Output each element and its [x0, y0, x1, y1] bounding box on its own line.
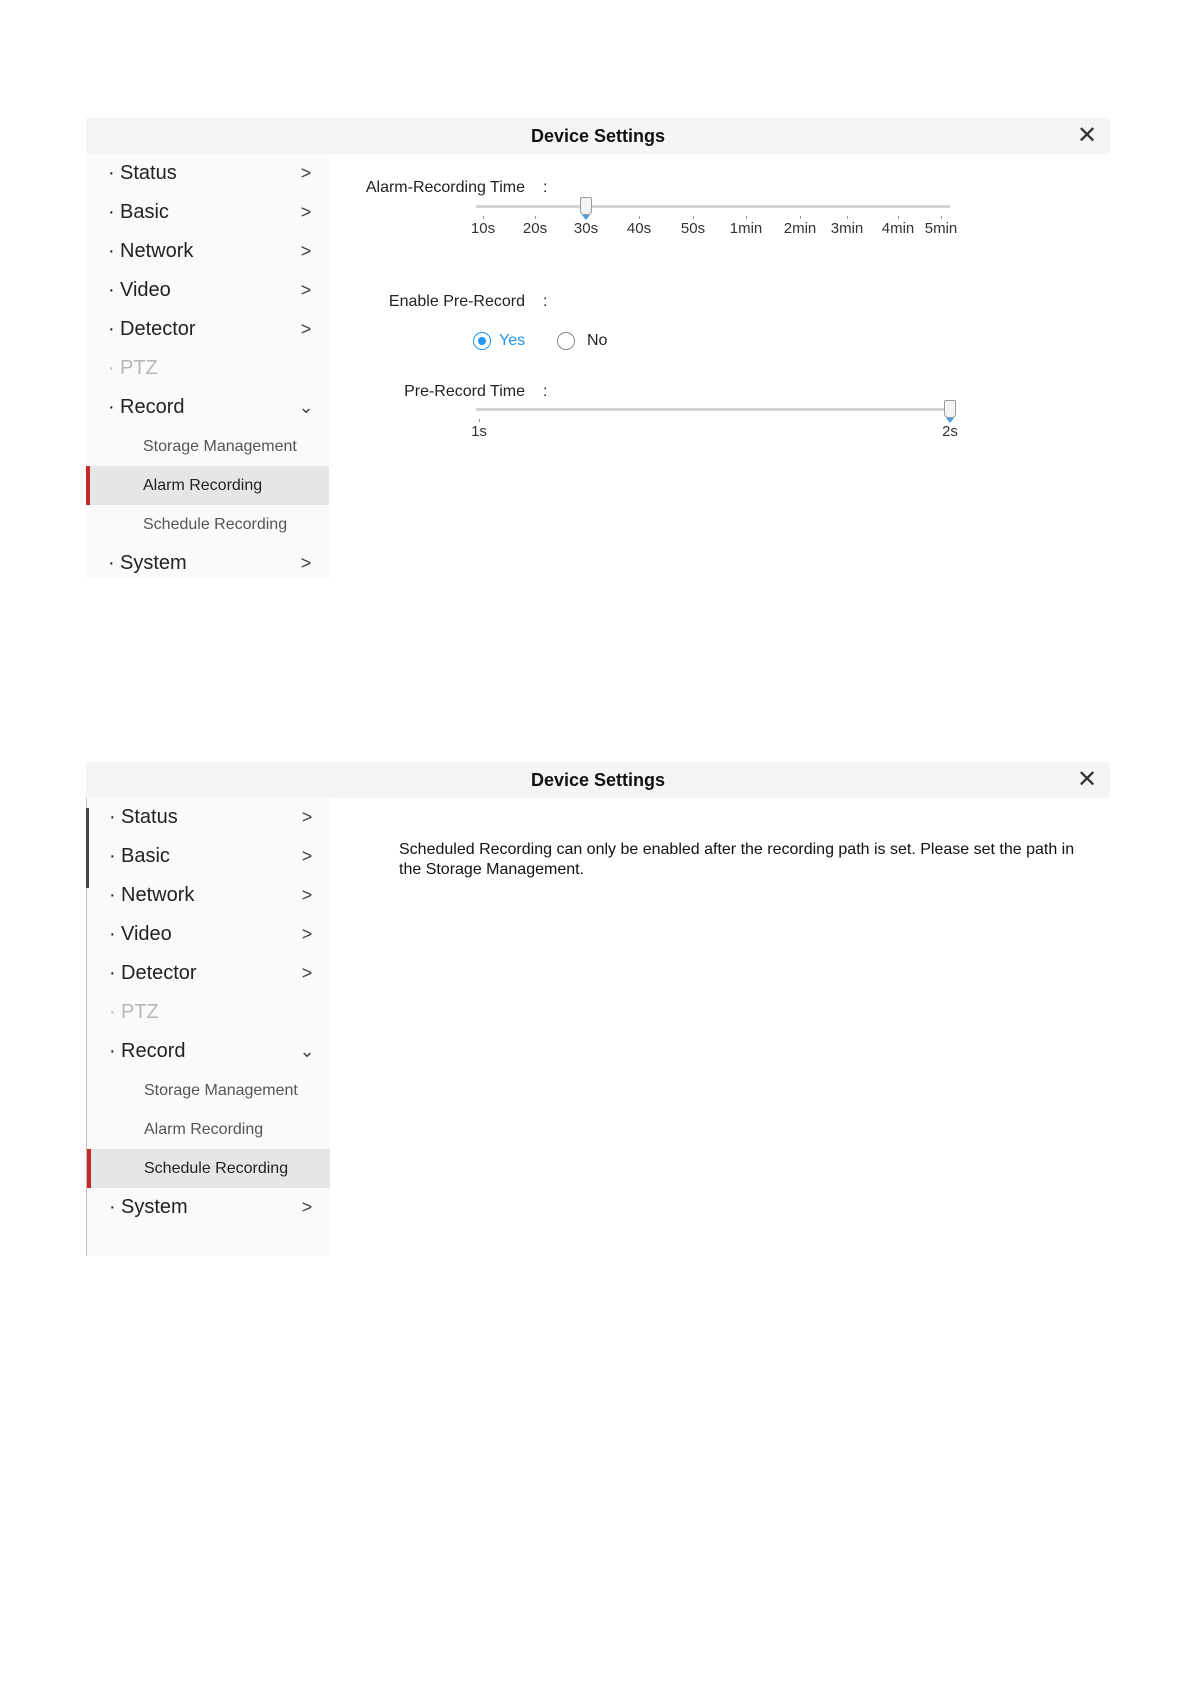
slider-track [476, 408, 950, 411]
alarm-recording-time-label: Alarm-Recording Time [365, 179, 525, 196]
pre-record-no-label[interactable]: No [587, 332, 608, 349]
chevron-right-icon: > [300, 241, 312, 261]
slider-tick-label: 1min [729, 220, 763, 237]
pre-record-time-slider[interactable] [329, 154, 1029, 454]
chevron-right-icon: > [300, 163, 312, 183]
sidebar-subitem-alarm-recording[interactable]: Alarm Recording [86, 466, 329, 505]
sidebar-subitem-storage-management[interactable]: Storage Management [144, 1082, 298, 1099]
sidebar-item-detector[interactable]: · Detector > [87, 954, 330, 993]
sidebar-item-video[interactable]: · Video > [87, 915, 330, 954]
close-icon[interactable]: ✕ [1076, 766, 1098, 793]
chevron-right-icon: > [300, 280, 312, 300]
sidebar-item-record[interactable]: · Record ⌄ [87, 1032, 330, 1071]
sidebar-subitem-storage-management[interactable]: Storage Management [143, 438, 297, 455]
sidebar-subitem-schedule-recording[interactable]: Schedule Recording [143, 516, 288, 533]
active-indicator [86, 466, 90, 505]
sidebar-item-status[interactable]: · Status > [86, 154, 329, 193]
chevron-right-icon: > [301, 846, 313, 866]
schedule-recording-notice: Scheduled Recording can only be enabled after the recording path is set. Please set the path in the Storage Management. [399, 841, 1075, 878]
pre-record-time-label: Pre-Record Time [404, 383, 525, 400]
chevron-right-icon: > [300, 553, 312, 573]
slider-tick-label: 2s [942, 423, 958, 440]
chevron-down-icon: ⌄ [298, 397, 314, 417]
sidebar-item-system[interactable]: · System > [87, 1188, 330, 1227]
sidebar-item-ptz: · PTZ [109, 1001, 159, 1023]
chevron-right-icon: > [301, 963, 313, 983]
slider-tick-label: 50s [680, 220, 706, 237]
chevron-right-icon: > [301, 807, 313, 827]
sidebar-subitem-schedule-recording[interactable]: Schedule Recording [87, 1149, 330, 1188]
sidebar-subitem-alarm-recording[interactable]: Alarm Recording [144, 1121, 264, 1138]
dialog-title-bar [86, 762, 1110, 798]
sidebar-item-status[interactable]: · Status > [87, 798, 330, 837]
chevron-down-icon: ⌄ [299, 1041, 315, 1061]
slider-tick-label: 1s [471, 423, 487, 440]
slider-tick-label: 2min [783, 220, 817, 237]
slider-tick-label: 20s [522, 220, 548, 237]
close-icon[interactable]: ✕ [1076, 122, 1098, 149]
slider-tick-label: 10s [470, 220, 496, 237]
settings-sidebar [86, 798, 330, 1256]
pre-record-yes-label[interactable]: Yes [499, 332, 526, 349]
device-settings-dialog-alarm: Device Settings ✕ · Status > · Basic > · Network > · Video > · Detector > · PTZ · Record ⌄ Storage Management Alarm Recording Schedule Recording · System > Alarm-Recording Time : 10s 20s 30s 40s 50s 1min 2min 3min 4min 5min Enable Pre-Record : Yes No Pre-Record Time : 1s 2s [86, 118, 1110, 578]
dialog-title: Device Settings [530, 126, 666, 146]
slider-handle[interactable] [944, 400, 956, 418]
chevron-right-icon: > [300, 319, 312, 339]
dialog-title-bar [86, 118, 1110, 154]
enable-pre-record-label: Enable Pre-Record [388, 293, 525, 310]
sidebar-item-network[interactable]: · Network > [87, 876, 330, 915]
sidebar-item-basic[interactable]: · Basic > [86, 193, 329, 232]
slider-tick-label: 40s [626, 220, 652, 237]
sidebar-item-basic[interactable]: · Basic > [87, 837, 330, 876]
slider-tick-label: 5min [924, 220, 958, 237]
sidebar-item-network[interactable]: · Network > [86, 232, 329, 271]
slider-tick-label: 30s [573, 220, 599, 237]
active-indicator [87, 1149, 91, 1188]
chevron-right-icon: > [301, 1197, 313, 1217]
slider-tick-label: 4min [881, 220, 915, 237]
slider-tick-mark [479, 419, 480, 422]
slider-tick-label: 3min [830, 220, 864, 237]
sidebar-item-record[interactable]: · Record ⌄ [86, 388, 329, 427]
slider-handle-pointer [946, 418, 954, 423]
sidebar-item-system[interactable]: · System > [86, 544, 329, 583]
dialog-title: Device Settings [530, 770, 666, 790]
chevron-right-icon: > [301, 885, 313, 905]
sidebar-item-video[interactable]: · Video > [86, 271, 329, 310]
chevron-right-icon: > [300, 202, 312, 222]
device-settings-dialog-schedule [86, 762, 1110, 1256]
chevron-right-icon: > [301, 924, 313, 944]
sidebar-item-detector[interactable]: · Detector > [86, 310, 329, 349]
settings-sidebar [86, 154, 329, 578]
sidebar-item-ptz: · PTZ [108, 357, 158, 379]
